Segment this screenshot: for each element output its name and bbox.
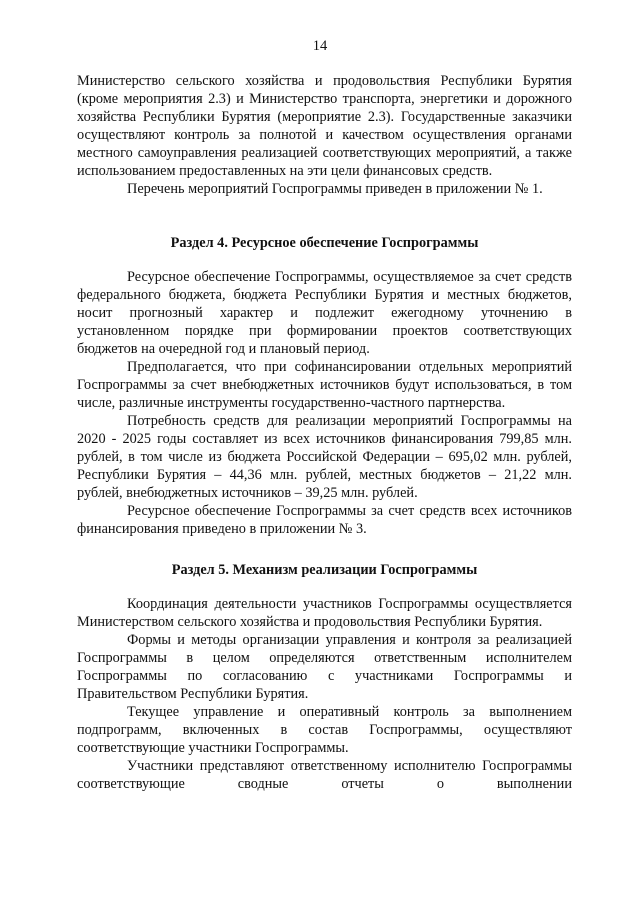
- spacer: [77, 538, 572, 561]
- section-5-paragraph-4: Участники представляют ответственному исполнителю Госпрограммы соответствующие сводные отчеты о выполнении: [77, 758, 572, 792]
- document-body: [77, 72, 572, 793]
- section-5-paragraph-1: Координация деятельности участников Госпрограммы осуществляется Министерством сельского хозяйства и продовольствия Республики Бурятия.: [77, 596, 572, 630]
- spacer: [77, 252, 572, 268]
- spacer: [77, 579, 572, 595]
- paragraph-intro-2: Перечень мероприятий Госпрограммы приведен в приложении № 1.: [127, 181, 543, 197]
- spacer: [77, 198, 572, 234]
- section-4-paragraph-1: Ресурсное обеспечение Госпрограммы, осуществляемое за счет средств федерального бюджета, бюджета Республики Бурятия и местных бюджетов, носит прогнозный характер и подлежит ежегодному уточнению в установленном порядке при формировании проектов соответствующих бюджетов на очередной год и плановый период.: [77, 269, 572, 357]
- section-4-paragraph-4: Ресурсное обеспечение Госпрограммы за счет средств всех источников финансирования приведено в приложении № 3.: [77, 503, 572, 537]
- section-4-paragraph-3: Потребность средств для реализации мероприятий Госпрограммы на 2020 - 2025 годы составляет из всех источников финансирования 799,85 млн. рублей, в том числе из бюджета Российской Федерации – 695,02 млн. рублей, Республики Бурятия – 44,36 млн. рублей, местных бюджетов – 21,22 млн. рублей, внебюджетных источников – 39,25 млн. рублей.: [77, 413, 572, 501]
- page-number: 14: [312, 38, 328, 54]
- section-5-paragraph-3: Текущее управление и оперативный контроль за выполнением подпрограмм, включенных в состав Госпрограммы, осуществляют соответствующие участники Госпрограммы.: [77, 704, 572, 756]
- paragraph-intro-1: Министерство сельского хозяйства и продовольствия Республики Бурятия (кроме мероприятия 2.3) и Министерство транспорта, энергетики и дорожного хозяйства Республики Бурятия (мероприятие 2.3). Государственные заказчики осуществляют контроль за полнотой и качеством осуществления органами местного самоуправления реализацией соответствующих мероприятий, а также использованием предоставленных на эти цели финансовых средств.: [77, 73, 572, 179]
- section-4-paragraph-2: Предполагается, что при софинансировании отдельных мероприятий Госпрограммы за счет внебюджетных источников будут использоваться, в том числе, различные инструменты государственно-частного партнерства.: [77, 359, 572, 411]
- section-5-paragraph-2: Формы и методы организации управления и контроля за реализацией Госпрограммы в целом определяются ответственным исполнителем Госпрограммы по согласованию с участниками Госпрограммы и Правительством Республики Бурятия.: [77, 632, 572, 702]
- section-5-heading: Раздел 5. Механизм реализации Госпрограммы: [171, 562, 478, 578]
- section-4-heading: Раздел 4. Ресурсное обеспечение Госпрограммы: [170, 235, 479, 251]
